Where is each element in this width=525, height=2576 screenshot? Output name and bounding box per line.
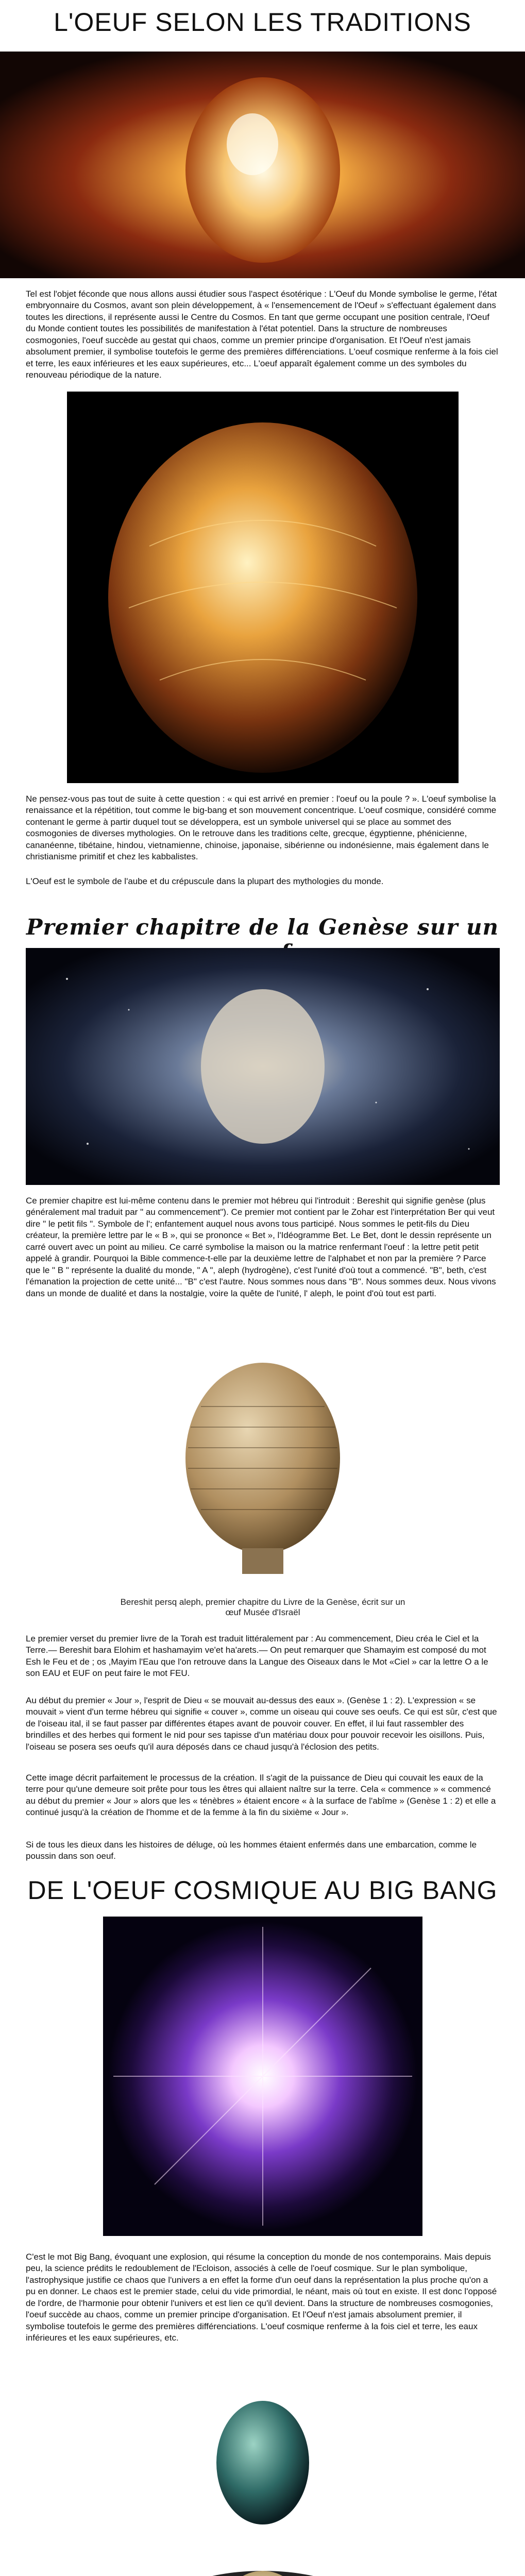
paragraph-traditions-2: Ne pensez-vous pas tout de suite à cette question : « qui est arrivé en premier : l'oeuf ou la poule ? ». L'oeuf symbolise la renaissance et la répétition, tout comme le big-bang et son mouvement concentrique. L'oeuf cosmique, considéré comme contenant le germe à partir duquel tout se développera, est un symbole universel qui se place au sommet des cosmogonies de diverses mythologies. On le retrouve dans les traditions celte, grecque, égyptienne, phénicienne, cananéenne, tibétaine, hindou, vietnamienne, chinoise, japonaise, sibérienne ou indonésienne, mais également dans le christianisme primitif et chez les kabbalistes.	[26, 794, 497, 862]
paragraph-genesis-1: Ce premier chapitre est lui-même contenu dans le premier mot hébreu qui l'introduit : Bereshit qui signifie genèse (plus généralement mal traduit par " au commencement"). Ce premier mot contient par le Zohar est l'interprétation Ber qui veut dire " le petit fils ". Symbole de l'; enfantement auquel nous avons tous participé. Nous sommes le petit-fils du Dieu créateur, la première lettre par le « B », qui se prononce « Bet », l'Idéogramme Bet. Le Bet, dont le dessin représente un carré ouvert avec un point au milieu. Ce carré symbolise la maison ou la matrice renfermant l'oeuf : la lettre petit petit appelé à grandir. Pourquoi la Bible commence-t-elle par la deuxième lettre de l'alphabet et non par la première ? Parce que le " B " représente la dualité du monde, " A ", aleph (hydrogène), c'est l'unité d'où tout a commencé. "B", beth, c'est l'émanation la projection de cette unité... "B" c'est l'autre. Nous sommes nous dans "B". Nous sommes deux. Nous vivons dans un monde de dualité et dans la nostalgie, voire la quête de l'unité, l' aleph, le point d'où tout est parti.	[26, 1196, 496, 1298]
paragraph-traditions-3: L'Oeuf est le symbole de l'aube et du crépuscule dans la plupart des mythologies du monde.	[26, 876, 384, 886]
paragraph-genesis-5: Si de tous les dieux dans les histoires de déluge, où les hommes étaient enfermés dans une embarcation, comme le poussin dans son oeuf.	[26, 1840, 477, 1861]
torah-egg-caption: Bereshit persq aleph, premier chapitre du Livre de la Genèse, écrit sur un œuf Musée d'Israël	[120, 1597, 405, 1617]
paragraph-genesis-3: Au début du premier « Jour », l'esprit de Dieu « se mouvait au-dessus des eaux ». (Genèse 1 : 2). L'expression « se mouvait » vient d'un terme hébreu qui signifie « couver », comme un oiseau qui couve ses oeufs. Ce qui est sûr, c'est que de l'oiseau ital, il se faut passer par différentes étapes avant de pouvoir couver. En effet, il lui faut rassembler des brindilles et des herbes qui forment le nid pour ses tapisse d'un matériau doux pour pouvoir recevoir les oisillons. Puis, l'oiseau se posera ses oeufs qu'il aura déposés dans ce chaud jusqu'à l'éclosion des petits.	[26, 1696, 497, 1752]
torah-egg-image	[139, 1345, 386, 1592]
paragraph-big-bang-1: C'est le mot Big Bang, évoquant une explosion, qui résume la conception du monde de nos contemporains. Mais depuis peu, la science prédits le redoublement de l'Ecloison, associés à celle de l'oeuf cosmique. Sur le plan symbolique, l'astrophysique justifie ce chaos que l'univers a en effet la forme d'un oeuf dans la représentation la plus proche qu'on a pu en donner. Le chaos est le premier stade, celui du vide primordial, le néant, mais où tout en existe. Il est donc l'opposé de l'ordre, de l'harmonie pour obtenir l'univers et est lien ce qu'il devient. Dans la structure de nombreuses cosmogonies, l'oeuf succède au chaos, comme un premier principe d'organisation. Et l'Oeuf n'est jamais absolument premier, il symbolise toutefois le germe des premières différenciations. L'oeuf cosmique renferme à la fois ciel et terre, les eaux inférieures et les eaux supérieures, etc.	[26, 2252, 497, 2343]
golden-egg-image	[67, 392, 459, 783]
stone-egg-image	[160, 2385, 366, 2576]
cosmic-burst-image	[103, 1917, 422, 2236]
galaxy-egg-image	[26, 948, 500, 1185]
section-title-genesis: Premier chapitre de la Genèse sur un	[26, 914, 499, 940]
cosmic-egg-fire-image	[0, 52, 525, 278]
section-title-big-bang: DE L'OEUF COSMIQUE AU BIG BANG	[27, 1876, 498, 1905]
paragraph-genesis-4: Cette image décrit parfaitement le processus de la création. Il s'agit de la puissance de Dieu qui couvait les eaux de la terre pour qu'une demeure soit prête pour tous les êtres qui allaient naître sur la terre. Cela « commence » « commencé au début du premier « Jour » alors que les « ténèbres » étaient encore « à la surface de l'abîme » (Genèse 1 : 2) et elle a continué jusqu'à la création de l'homme et de la femme à la fin du sixième « Jour ».	[26, 1773, 496, 1818]
paragraph-genesis-2: Le premier verset du premier livre de la Torah est traduit littéralement par : Au commencement, Dieu créa le Ciel et la Terre.— Bereshit bara Elohim et hashamayim ve'et ha'arets.— On peut remarquer que Shamayim est composé du mot Esh le Feu et de ; os ,Mayim l'Eau que l'on retrouve dans la Langue des Oiseaux dans le Mot «Ciel » car la lettre O a le son EAU et EUF on peut faire le mot FEU.	[26, 1634, 488, 1679]
section-title-traditions: L'OEUF SELON LES TRADITIONS	[54, 8, 471, 37]
paragraph-traditions-1: Tel est l'objet féconde que nous allons aussi étudier sous l'aspect ésotérique : L'Oeuf du Monde symbolise le germe, l'état embryonnaire du Cosmos, avant son plein développement, à « l'ensemencement de l'Oeuf » s'effectuant également dans toutes les directions, il représente aussi le Centre du Cosmos. En tant que germe occupant une position centrale, l'Oeuf du Monde contient toutes les possibilités de manifestation à l'état potentiel. Dans la structure de nombreuses cosmogonies, l'oeuf succède au gestat qui chaos, comme un premier principe d'organisation. Et l'Oeuf n'est jamais absolument premier, il symbolise toutefois le germe des premières différenciations. L'oeuf cosmique renferme à la fois ciel et terre, les eaux inférieures et les eaux supérieures, etc... L'oeuf apparaît également comme un des symboles du renouveau périodique de la nature.	[26, 289, 498, 380]
